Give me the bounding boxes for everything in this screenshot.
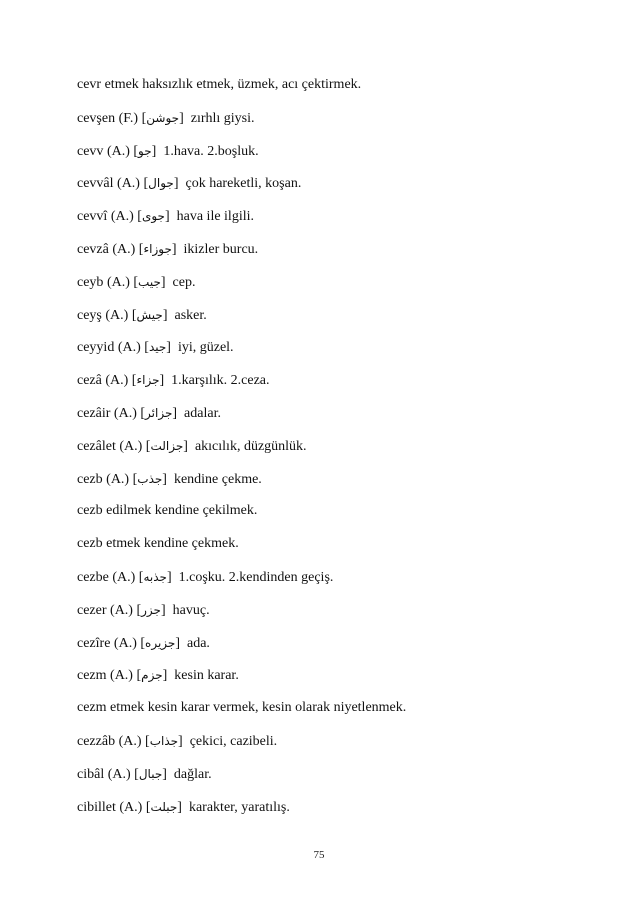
entry-definition: cep. [172,274,196,290]
dictionary-entry-list [77,76,597,830]
dictionary-entry: ceyş (A.) [جيش] asker. [77,307,207,323]
entry-headword: cezâ [77,373,102,389]
dictionary-entry: cezb (A.) [جذب] kendine çekme. [77,471,262,487]
entry-definition: kendine çekmek. [143,536,239,552]
dictionary-entry: cevvî (A.) [جوى] hava ile ilgili. [77,209,254,225]
entry-arabic-script: جزر [141,602,161,617]
dictionary-entry: ceyyid (A.) [جيد] iyi, güzel. [77,340,234,356]
entry-definition: karakter, yaratılış. [188,799,290,815]
entry-origin: (A.) [117,340,141,356]
entry-headword: cevvî [77,209,108,225]
entry-origin: (A.) [110,602,133,618]
entry-arabic-script: جيد [148,340,167,355]
entry-origin: (A.) [112,241,136,257]
dictionary-entry: cezzâb (A.) [جذاب] çekici, cazibeli. [77,733,278,749]
dictionary-entry: cezîre (A.) [جزيره] ada. [77,635,210,651]
entry-arabic-script: جزائر [145,405,173,420]
dictionary-entry: cevzâ (A.) [جوزاء] ikizler burcu. [77,241,259,257]
entry-definition: 1.karşılık. 2.ceza. [171,373,270,389]
entry-definition: çekici, cazibeli. [189,733,278,749]
entry-arabic-script: جزاء [136,373,160,388]
entry-arabic-script: جيش [136,307,163,322]
entry-headword: cevşen [77,110,116,126]
entry-headword: cezer [77,602,107,618]
dictionary-entry: cezâir (A.) [جزائر] adalar. [77,405,221,421]
entry-headword: cezîre [77,635,111,651]
entry-arabic-script: جيب [138,274,161,289]
entry-arabic-script: جذاب [149,733,179,748]
entry-headword: cezbe [77,569,109,585]
entry-headword: ceyb [77,274,104,290]
entry-headword: cibâl [77,766,105,782]
entry-headword: cezâir [77,405,111,421]
entry-origin: (A.) [119,438,143,454]
entry-origin: (A.) [110,668,133,684]
entry-definition: kendine çekme. [173,471,262,487]
dictionary-entry: cevşen (F.) [جوشن] zırhlı giysi. [77,110,255,126]
entry-definition: 1.coşku. 2.kendinden geçiş. [178,569,334,585]
entry-definition: asker. [174,307,207,323]
entry-origin: (A.) [105,307,129,323]
entry-headword: cezm etmek [77,700,145,716]
dictionary-entry [77,502,597,535]
entry-origin: (A.) [106,471,130,487]
entry-definition: hava ile ilgili. [176,209,254,225]
entry-definition: zırhlı giysi. [190,110,255,126]
entry-arabic-script: جوال [148,176,174,191]
entry-origin: (F.) [118,110,139,126]
entry-arabic-script: جوى [141,209,165,224]
entry-definition: kesin karar vermek, kesin olarak niyetlenmek. [147,700,407,716]
entry-origin: (A.) [113,635,137,651]
dictionary-entry: cibillet (A.) [جبلت] karakter, yaratılış. [77,799,290,815]
entry-origin: (A.) [118,733,142,749]
entry-definition: çok hareketli, koşan. [185,176,302,192]
entry-definition: ikizler burcu. [183,241,259,257]
entry-arabic-script: جبلت [150,799,178,814]
entry-definition: dağlar. [173,766,212,782]
entry-arabic-script: جبال [138,766,163,781]
entry-headword: cevv [77,143,104,159]
entry-origin: (A.) [112,569,136,585]
entry-headword: cevvâl [77,176,114,192]
entry-definition: ada. [187,635,210,651]
entry-headword: cevr etmek [77,77,139,92]
entry-arabic-script: جو [138,143,152,158]
entry-headword: ceyyid [77,340,115,356]
dictionary-entry: cezbe (A.) [جذبه] 1.coşku. 2.kendinden geçiş. [77,569,334,585]
entry-headword: cezb edilmek [77,503,152,519]
entry-arabic-script: جوشن [146,110,180,125]
dictionary-entry: cezer (A.) [جزر] havuç. [77,602,210,618]
dictionary-entry [77,699,597,732]
entry-origin: (A.) [110,209,134,225]
entry-origin: (A.) [106,143,130,159]
entry-arabic-script: جوزاء [143,241,172,256]
entry-headword: cibillet [77,799,116,815]
entry-headword: cezm [77,668,107,684]
entry-definition: 1.hava. 2.boşluk. [163,143,259,159]
dictionary-entry: cezâlet (A.) [جزالت] akıcılık, düzgünlük. [77,438,307,454]
dictionary-entry: cezâ (A.) [جزاء] 1.karşılık. 2.ceza. [77,373,270,389]
dictionary-entry: ceyb (A.) [جيب] cep. [77,274,196,290]
entry-definition: akıcılık, düzgünlük. [194,438,307,454]
dictionary-entry: cezm (A.) [جزم] kesin karar. [77,668,239,684]
entry-arabic-script: جذب [137,471,163,486]
entry-origin: (A.) [106,274,130,290]
entry-headword: cevzâ [77,241,109,257]
entry-definition: kendine çekilmek. [154,503,258,519]
entry-definition: kesin karar. [174,668,239,684]
entry-definition: iyi, güzel. [177,340,234,356]
entry-definition: havuç. [172,602,210,618]
dictionary-entry: cibâl (A.) [جبال] dağlar. [77,766,212,782]
dictionary-entry [77,76,597,109]
entry-origin: (A.) [113,405,137,421]
entry-arabic-script: جزم [141,668,163,683]
entry-headword: ceyş [77,307,102,323]
entry-arabic-script: جذبه [143,569,167,584]
page-number: 75 [313,849,325,861]
entry-origin: (A.) [107,766,131,782]
entry-origin: (A.) [105,373,129,389]
entry-arabic-script: جزيره [145,635,176,650]
entry-definition: adalar. [184,405,221,421]
entry-headword: cezâlet [77,438,116,454]
entry-arabic-script: جزالت [150,438,184,453]
entry-headword: cezb [77,471,103,487]
entry-origin: (A.) [119,799,143,815]
entry-definition: haksızlık etmek, üzmek, acı çektirmek. [142,77,362,92]
dictionary-entry: cevv (A.) [جو] 1.hava. 2.boşluk. [77,143,259,159]
entry-headword: cezzâb [77,733,116,749]
entry-headword: cezb etmek [77,536,141,552]
dictionary-entry [77,535,597,568]
entry-origin: (A.) [117,176,140,192]
dictionary-entry: cevvâl (A.) [جوال] çok hareketli, koşan. [77,176,302,192]
